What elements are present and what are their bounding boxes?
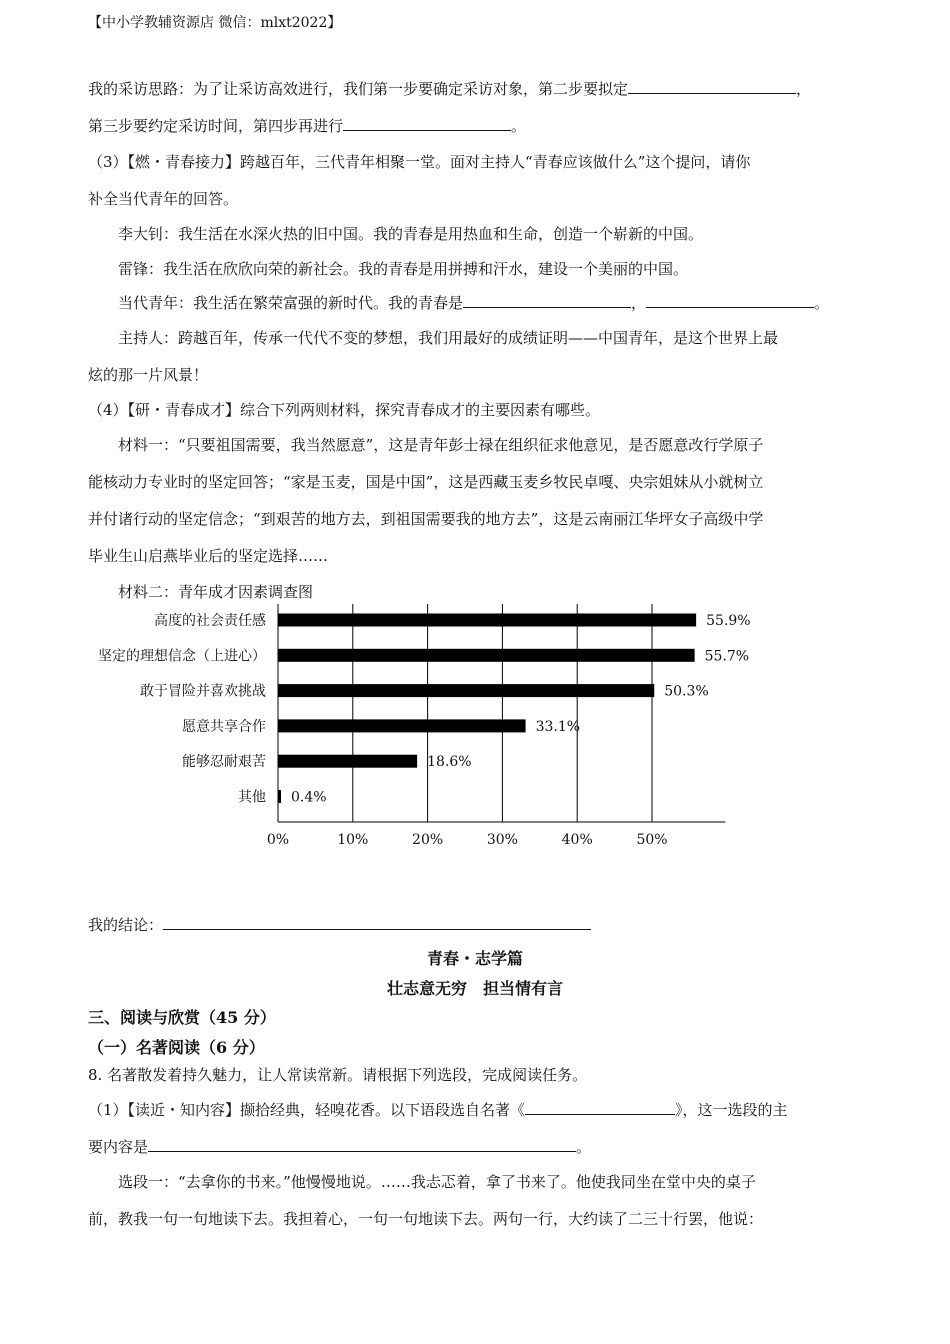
answer-blank-youth-1[interactable] [463,293,631,308]
punct: 。 [814,294,830,312]
material1-line-2: 能核动力专业时的坚定回答；“家是玉麦，国是中国”，这是西藏玉麦乡牧民卓嘎、央宗姐妹从小就树立 [88,473,764,491]
q8-line: 8. 名著散发着持久魅力，让人常读常新。请根据下列选段，完成阅读任务。 [88,1066,588,1084]
data-label: 18.6% [427,754,472,771]
category-label: 愿意共享合作 [182,718,266,735]
interview-line-2-text: 第三步要约定采访时间，第四步再进行 [88,117,344,135]
material1-line-3: 并付诸行动的坚定信念；“到艰苦的地方去，到祖国需要我的地方去”，这是云南丽江华坪女子高级中学 [88,510,764,528]
category-label: 高度的社会责任感 [154,613,266,629]
answer-blank-step4[interactable] [343,116,511,131]
data-label: 0.4% [291,789,327,806]
interview-line-1-text: 我的采访思路：为了让采访高效进行，我们第一步要确定采访对象，第二步要拟定 [88,80,629,98]
x-tick-label: 20% [412,832,444,848]
host-line-1: 主持人：跨越百年，传承一代代不变的梦想，我们用最好的成绩证明——中国青年，是这个世界上最 [118,329,779,347]
bar [278,790,281,803]
excerpt-line-2: 前，教我一句一句地读下去。我担着心，一句一句地读下去。两句一行，大约读了二三十行罢，他说： [88,1210,764,1228]
survey-bar-chart [80,600,780,860]
header-note: 【中小学教辅资源店 微信：mlxt2022】 [88,15,342,31]
lidazhao-answer: 李大钊：我生活在水深火热的旧中国。我的青春是用热血和生命，创造一个崭新的中国。 [118,225,704,243]
q8-1-line-2-text: 要内容是 [88,1138,149,1156]
part3-heading: 三、阅读与欣赏（45 分） [88,1008,276,1027]
x-tick-label: 40% [561,832,593,848]
punct: 。 [576,1138,592,1156]
youth-answer-text: 当代青年：我生活在繁荣富强的新时代。我的青春是 [118,294,464,312]
bar [278,684,654,697]
data-label: 33.1% [535,718,581,735]
q3-line-1: （3）【燃・青春接力】跨越百年，三代青年相聚一堂。面对主持人“青春应该做什么”这个提问，请你 [88,153,751,171]
category-label: 其他 [238,789,266,806]
interview-line-1 [88,78,811,99]
host-line-2: 炫的那一片风景！ [88,366,209,384]
answer-blank-book-title[interactable] [525,1100,675,1115]
data-label: 55.9% [706,613,751,629]
interview-line-2 [88,115,526,136]
punct: ， [631,294,647,312]
bar [278,614,696,627]
x-tick-label: 30% [486,832,518,848]
q8-1-line-2 [88,1136,591,1157]
category-label: 能够忍耐艰苦 [182,754,266,771]
bar [278,755,417,768]
leifeng-answer: 雷锋：我生活在欣欣向荣的新社会。我的青春是用拼搏和汗水，建设一个美丽的中国。 [118,260,689,278]
punct: 。 [511,117,527,135]
category-label: 敢于冒险并喜欢挑战 [140,683,266,700]
data-label: 50.3% [664,683,709,700]
x-tick-label: 10% [337,832,369,848]
material1-line-1: 材料一：“只要祖国需要，我当然愿意”，这是青年彭士禄在组织征求他意见，是否愿意改行学原子 [118,436,764,454]
q4-title: （4）【研・青春成才】综合下列两则材料，探究青春成才的主要因素有哪些。 [88,401,601,419]
data-label: 55.7% [704,648,750,665]
section-heading-1: 青春・志学篇 [426,949,523,968]
category-label: 坚定的理想信念（上进心） [98,648,266,665]
answer-blank-step2[interactable] [628,79,796,94]
q8-1-line-1 [88,1099,788,1120]
section-heading-2: 壮志意无穷 担当情有言 [386,979,563,998]
material1-line-4: 毕业生山启燕毕业后的坚定选择…… [88,547,329,565]
answer-blank-conclusion[interactable] [163,915,591,930]
youth-answer [118,292,829,313]
part3-1-heading: （一）名著阅读（6 分） [88,1038,265,1057]
q8-1-text: （1）【读近・知内容】撷拾经典，轻嗅花香。以下语段选自名著《 [88,1101,526,1119]
x-tick-label: 50% [636,832,668,848]
bar [278,649,695,662]
x-tick-label: 0% [266,832,290,848]
q3-line-2: 补全当代青年的回答。 [88,190,239,208]
punct: ， [796,80,812,98]
conclusion-label: 我的结论： [88,916,164,934]
material2-title: 材料二：青年成才因素调查图 [118,583,314,601]
excerpt-line-1: 选段一：“去拿你的书来。”他慢慢地说。……我忐忑着，拿了书来了。他使我同坐在堂中央的桌子 [118,1173,756,1191]
conclusion-line [88,914,591,935]
answer-blank-youth-2[interactable] [646,293,814,308]
bar [278,719,526,732]
answer-blank-main-content[interactable] [148,1137,576,1152]
q8-1-text-end: 》，这一选段的主 [675,1101,788,1119]
